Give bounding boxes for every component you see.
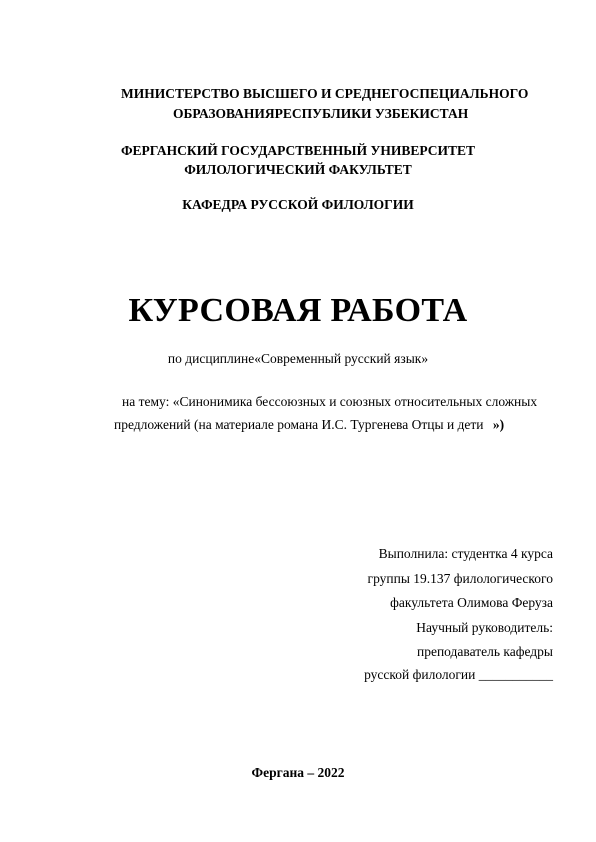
topic-line-2 bbox=[114, 418, 504, 432]
author-line-3: факультета Олимова Феруза bbox=[390, 595, 553, 610]
topic-closing: ») bbox=[492, 417, 505, 432]
topic-line-1: на тему: «Синонимика бессоюзных и союзных относительных сложных bbox=[122, 394, 538, 409]
department-name: КАФЕДРА РУССКОЙ ФИЛОЛОГИИ bbox=[182, 197, 414, 212]
topic-line-2-text: предложений (на материале романа И.С. Тургенева Отцы и дети bbox=[114, 417, 484, 432]
ministry-line-1: МИНИСТЕРСТВО ВЫСШЕГО И СРЕДНЕГОСПЕЦИАЛЬНОГО bbox=[121, 86, 529, 101]
city-year: Фергана – 2022 bbox=[251, 765, 345, 780]
faculty-name: ФИЛОЛОГИЧЕСКИЙ ФАКУЛЬТЕТ bbox=[184, 162, 412, 177]
supervisor-department: русской филологии ___________ bbox=[364, 667, 553, 682]
discipline-line: по дисциплине«Современный русский язык» bbox=[167, 351, 429, 366]
supervisor-label: Научный руководитель: bbox=[416, 620, 553, 635]
supervisor-position: преподаватель кафедры bbox=[416, 644, 553, 659]
university-name: ФЕРГАНСКИЙ ГОСУДАРСТВЕННЫЙ УНИВЕРСИТЕТ bbox=[120, 143, 476, 158]
author-line-2: группы 19.137 филологического bbox=[367, 571, 553, 586]
ministry-line-2: ОБРАЗОВАНИЯРЕСПУБЛИКИ УЗБЕКИСТАН bbox=[173, 106, 469, 121]
author-line-1: Выполнила: студентка 4 курса bbox=[378, 546, 553, 561]
document-title: КУРСОВАЯ РАБОТА bbox=[128, 292, 468, 329]
